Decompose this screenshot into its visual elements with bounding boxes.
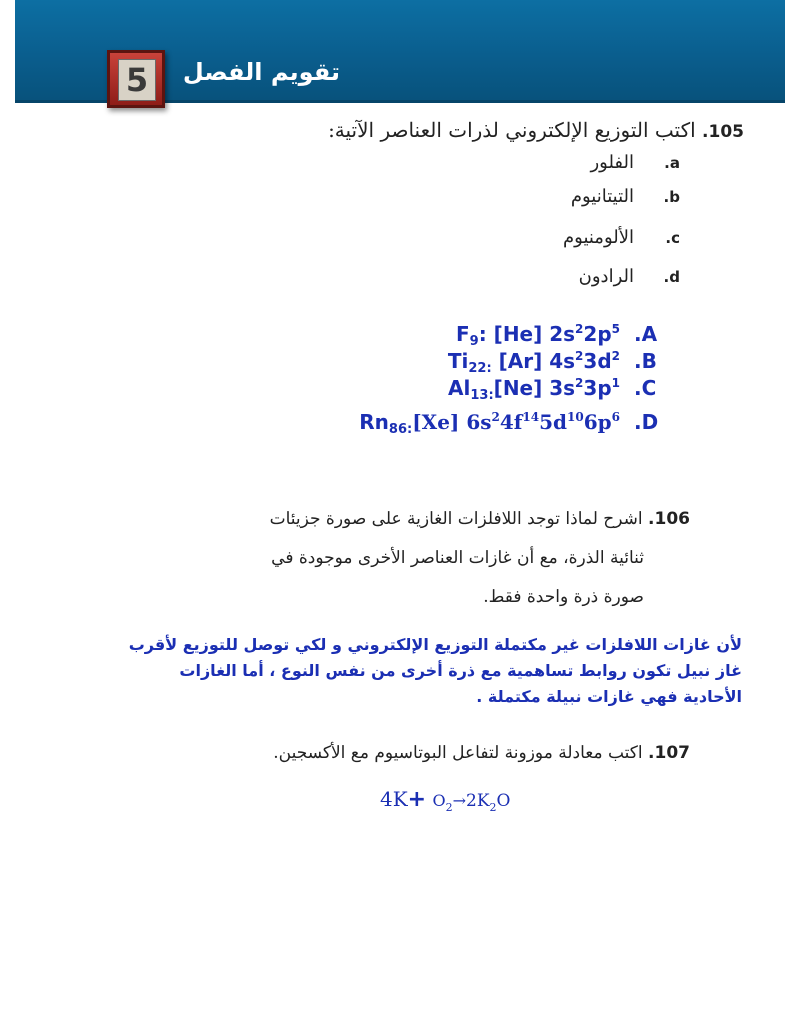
plus-sign: + — [407, 787, 427, 812]
product: 2K — [466, 791, 490, 811]
chapter-number: 5 — [118, 59, 156, 101]
question-number: 106. — [648, 509, 690, 529]
reactant: 4K — [380, 787, 408, 811]
atomic-number: 9 — [469, 334, 479, 349]
config-text: [Ne] 3s — [493, 376, 576, 400]
option-letter: b. — [663, 188, 680, 206]
element-symbol: Ti — [447, 349, 469, 373]
electron-count: 10 — [567, 410, 584, 424]
answer-line: الأحادية فهي غازات نبيلة مكتملة . — [476, 687, 742, 706]
answer-letter: .D — [634, 410, 659, 434]
question-number: 105. — [702, 122, 744, 142]
electron-count: 5 — [611, 322, 620, 336]
config-text: : [He] 2s — [478, 322, 576, 346]
subscript: 2 — [445, 801, 453, 814]
question-107 — [273, 734, 690, 772]
config-text: [Ar] 4s — [491, 349, 576, 373]
section-title: تقويم الفصل — [182, 58, 340, 86]
answer-c — [448, 376, 680, 403]
electron-count: 1 — [611, 376, 620, 390]
option-text: الألومنيوم — [563, 227, 634, 248]
answer-line: لأن غازات اللافلزات غير مكتملة التوزيع الإلكتروني و لكي توصل للتوزيع لأقرب — [128, 635, 742, 654]
question-text: اكتب التوزيع الإلكتروني لذرات العناصر الآتية: — [328, 118, 696, 142]
answer-b — [448, 349, 680, 376]
balanced-equation — [380, 787, 510, 814]
config-text: 5d — [539, 410, 568, 434]
answer-a — [456, 322, 680, 349]
option-letter: d. — [663, 268, 680, 286]
option-text: الفلور — [590, 152, 634, 173]
question-number: 107. — [648, 743, 690, 763]
element-symbol: Rn — [359, 410, 389, 434]
option-text: التيتانيوم — [570, 186, 634, 207]
electron-count: 2 — [575, 322, 584, 336]
atomic-number: 22: — [468, 361, 492, 376]
option-c — [563, 227, 680, 248]
question-text: اشرح لماذا توجد اللافلزات الغازية على صورة جزيئات — [269, 509, 643, 529]
option-d — [579, 266, 680, 287]
chapter-badge — [107, 50, 165, 108]
config-text: 3d — [583, 349, 612, 373]
config-text: 2p — [583, 322, 612, 346]
answer-line: غاز نبيل تكون روابط تساهمية مع ذرة أخرى من نفس النوع ، أما الغازات — [179, 661, 742, 680]
answer-letter: .A — [634, 322, 658, 346]
electron-count: 14 — [522, 410, 540, 424]
question-106-line-1 — [270, 500, 690, 538]
reactant: O — [432, 791, 446, 810]
option-b — [571, 186, 680, 207]
option-letter: a. — [664, 154, 680, 172]
question-text: اكتب معادلة موزونة لتفاعل البوتاسيوم مع الأكسجين. — [273, 743, 643, 763]
config-text: 6p — [583, 410, 612, 434]
subscript: 2 — [489, 801, 497, 814]
question-106-line-3: صورة ذرة واحدة فقط. — [483, 587, 644, 607]
config-text: 3p — [583, 376, 612, 400]
answer-letter: .C — [634, 376, 657, 400]
electron-count: 2 — [575, 376, 584, 390]
answer-d — [359, 410, 680, 437]
arrow-icon: → — [452, 791, 466, 810]
electron-count: 2 — [575, 349, 584, 363]
option-letter: c. — [665, 229, 680, 247]
config-text: 4f — [499, 410, 523, 434]
answer-106 — [102, 632, 742, 710]
electron-count: 2 — [611, 349, 620, 363]
atomic-number: 86: — [388, 422, 413, 437]
product: O — [496, 791, 511, 811]
option-text: الرادون — [578, 266, 634, 287]
atomic-number: 13: — [470, 388, 494, 403]
answer-letter: .B — [634, 349, 657, 373]
config-text: [Xe] 6s — [412, 410, 492, 434]
question-106-line-2: ثنائية الذرة، مع أن غازات العناصر الأخرى موجودة في — [271, 548, 644, 568]
option-a — [590, 152, 680, 173]
electron-count: 2 — [491, 410, 500, 424]
electron-count: 6 — [611, 410, 620, 424]
question-105 — [328, 118, 744, 142]
element-symbol: F — [456, 322, 470, 346]
element-symbol: Al — [448, 376, 471, 400]
